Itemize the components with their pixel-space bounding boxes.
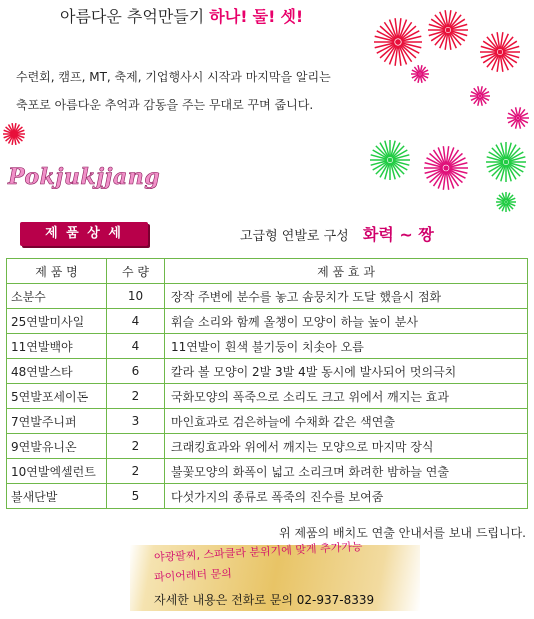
title-two: 둘! xyxy=(252,7,276,26)
firework-burst-icon xyxy=(496,192,516,212)
firework-burst-icon xyxy=(428,10,468,50)
product-effect: 불꽃모양의 화폭이 넓고 소리크며 화려한 밤하늘 연출 xyxy=(165,459,528,484)
product-effect: 휘슬 소리와 함께 올챙이 모양이 하늘 높이 분사 xyxy=(165,309,528,334)
product-effect: 마인효과로 검은하늘에 수채화 같은 색연출 xyxy=(165,409,528,434)
config-label: 고급형 연발로 구성 xyxy=(240,229,349,244)
product-qty: 5 xyxy=(107,484,165,509)
product-effect: 다섯가지의 종류로 폭죽의 진수를 보여줌 xyxy=(165,484,528,509)
product-name: 소분수 xyxy=(7,284,107,309)
title-one: 하나! xyxy=(209,7,248,26)
table-row xyxy=(7,384,528,409)
product-name: 10연발엑셀런트 xyxy=(7,459,107,484)
inquiry-phone: 자세한 내용은 전화로 문의 02-937-8339 xyxy=(154,593,375,607)
config-text xyxy=(240,222,434,245)
table-row xyxy=(7,359,528,384)
product-name: 불새단발 xyxy=(7,484,107,509)
product-qty: 2 xyxy=(107,384,165,409)
layout-guide-note: 위 제품의 배치도 연출 안내서를 보내 드립니다. xyxy=(279,526,526,540)
product-name: 48연발스타 xyxy=(7,359,107,384)
intro-line-2: 축포로 아름다운 추억과 감동을 주는 무대로 꾸며 줍니다. xyxy=(16,98,314,112)
product-qty: 2 xyxy=(107,434,165,459)
fireworks-decoration xyxy=(360,0,534,220)
table-row xyxy=(7,334,528,359)
product-detail-badge: 제 품 상 세 xyxy=(20,222,148,246)
page-title xyxy=(60,4,303,27)
product-qty: 3 xyxy=(107,409,165,434)
product-table xyxy=(6,258,528,509)
firework-burst-icon xyxy=(370,140,410,180)
table-row xyxy=(7,309,528,334)
table-row xyxy=(7,434,528,459)
table-header-row xyxy=(7,259,528,284)
header-effect: 제 품 효 과 xyxy=(165,259,528,284)
product-effect: 크래킹효과와 위에서 깨지는 모양으로 마지막 장식 xyxy=(165,434,528,459)
inquiry-line-1: 야광팔찌, 스파클라 분위기에 맞게 추가가능 xyxy=(153,540,363,564)
header-qty: 수 량 xyxy=(107,259,165,284)
product-effect: 장작 주변에 분수를 놓고 솜뭉치가 도달 했을시 점화 xyxy=(165,284,528,309)
inquiry-banner xyxy=(130,540,420,611)
table-row xyxy=(7,459,528,484)
product-name: 5연발포세이돈 xyxy=(7,384,107,409)
product-name: 7연발주니퍼 xyxy=(7,409,107,434)
small-firework-icon xyxy=(0,110,40,170)
firework-burst-icon xyxy=(507,107,529,128)
product-name: 25연발미사일 xyxy=(7,309,107,334)
firework-burst-icon xyxy=(411,65,429,83)
firework-burst-icon xyxy=(486,142,526,182)
table-row xyxy=(7,409,528,434)
firework-burst-icon xyxy=(374,18,422,66)
inquiry-line-2: 파이어레터 문의 xyxy=(153,566,233,584)
product-qty: 6 xyxy=(107,359,165,384)
config-highlight: 화력 ~ 짱 xyxy=(362,225,434,244)
title-three: 셋! xyxy=(280,7,304,26)
product-qty: 4 xyxy=(107,309,165,334)
brand-logo: Pokjukjjang xyxy=(8,164,161,190)
table-row xyxy=(7,484,528,509)
intro-line-1: 수련회, 캠프, MT, 축제, 기업행사시 시작과 마지막을 알리는 xyxy=(16,70,331,84)
firework-burst-icon xyxy=(3,123,25,145)
product-effect: 칼라 볼 모양이 2발 3발 4발 동시에 발사되어 멋의극치 xyxy=(165,359,528,384)
product-qty: 2 xyxy=(107,459,165,484)
header-name: 제 품 명 xyxy=(7,259,107,284)
product-name: 9연발유니온 xyxy=(7,434,107,459)
product-effect: 국화모양의 폭죽으로 소리도 크고 위에서 깨지는 효과 xyxy=(165,384,528,409)
table-row xyxy=(7,284,528,309)
product-qty: 10 xyxy=(107,284,165,309)
firework-burst-icon xyxy=(470,86,490,105)
title-prefix: 아름다운 추억만들기 xyxy=(60,7,205,26)
firework-burst-icon xyxy=(480,32,520,72)
product-name: 11연발백야 xyxy=(7,334,107,359)
product-effect: 11연발이 흰색 불기둥이 치솟아 오름 xyxy=(165,334,528,359)
product-qty: 4 xyxy=(107,334,165,359)
firework-burst-icon xyxy=(424,146,468,190)
